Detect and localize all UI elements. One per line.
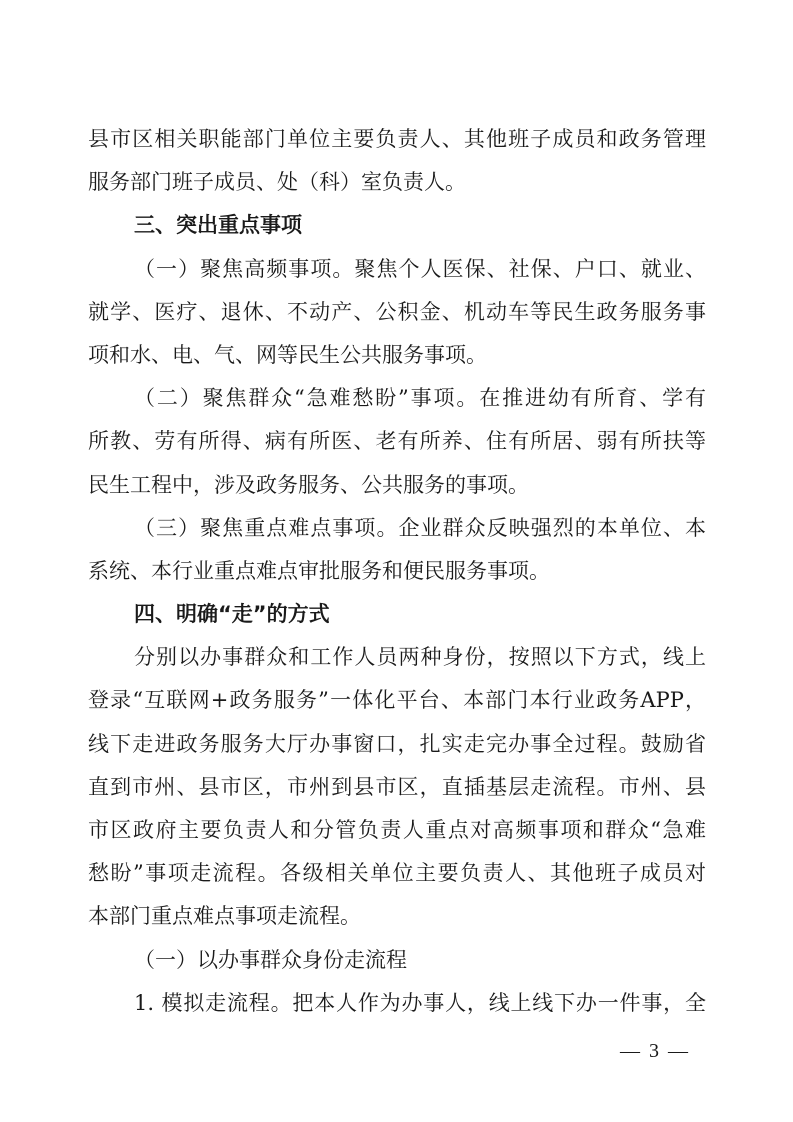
text-line: 所教、劳有所得、病有所医、老有所养、住有所居、弱有所扶等 bbox=[88, 429, 706, 454]
text-line: 民生工程中，涉及政务服务、公共服务的事项。 bbox=[88, 472, 529, 497]
text-line: （三）聚焦重点难点事项。企业群众反映强烈的本单位、本 bbox=[134, 515, 706, 540]
text-line: 线下走进政务服务大厅办事窗口，扎实走完办事全过程。鼓励省 bbox=[88, 731, 706, 756]
section-heading: 四、明确“走”的方式 bbox=[134, 602, 330, 627]
text-line: 就学、医疗、退休、不动产、公积金、机动车等民生政务服务事 bbox=[88, 299, 706, 324]
text-line: 县市区相关职能部门单位主要负责人、其他班子成员和政务管理 bbox=[88, 127, 706, 151]
text-line: （二）聚焦群众“急难愁盼”事项。在推进幼有所育、学有 bbox=[134, 386, 706, 411]
text-line: 分别以办事群众和工作人员两种身份，按照以下方式，线上 bbox=[134, 645, 706, 670]
text-line: 系统、本行业重点难点审批服务和便民服务事项。 bbox=[88, 558, 550, 583]
section-heading: 三、突出重点事项 bbox=[134, 213, 302, 238]
document-body bbox=[88, 118, 706, 1025]
subsection-heading: （一）以办事群众身份走流程 bbox=[134, 947, 407, 972]
text-line: 愁盼”事项走流程。各级相关单位主要负责人、其他班子成员对 bbox=[88, 861, 706, 886]
text-line: 市区政府主要负责人和分管负责人重点对高频事项和群众“急难 bbox=[88, 818, 706, 842]
text-line: 服务部门班子成员、处（科）室负责人。 bbox=[88, 170, 466, 195]
text-line: 本部门重点难点事项走流程。 bbox=[88, 904, 361, 929]
text-line: 1. 模拟走流程。把本人作为办事人，线上线下办一件事，全 bbox=[134, 990, 706, 1015]
text-line: 项和水、电、气、网等民生公共服务事项。 bbox=[88, 342, 487, 367]
text-line: （一）聚焦高频事项。聚焦个人医保、社保、户口、就业、 bbox=[134, 256, 706, 281]
text-line: 登录“互联网+政务服务”一体化平台、本部门本行业政务APP， bbox=[88, 688, 706, 713]
text-line: 直到市州、县市区，市州到县市区，直插基层走流程。市州、县 bbox=[88, 774, 706, 799]
page-number: — 3 — bbox=[620, 1040, 690, 1062]
